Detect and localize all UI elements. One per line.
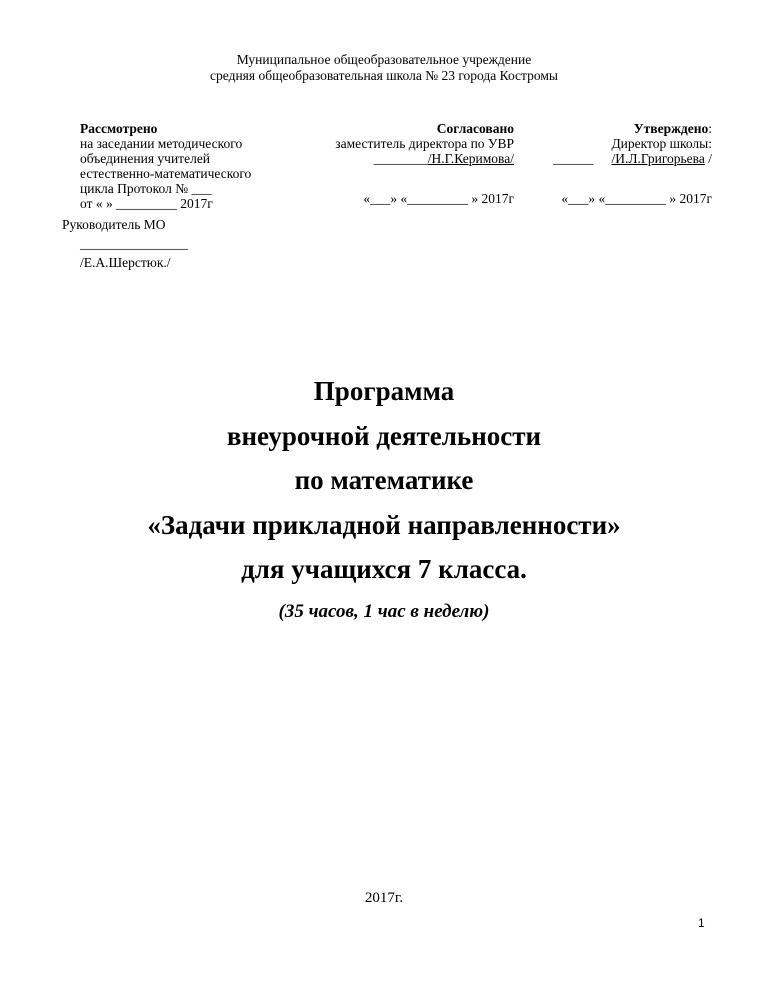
program-title: Программа bbox=[313, 376, 455, 406]
document-year: 2017г. bbox=[364, 890, 404, 906]
program-subject: по математике bbox=[294, 465, 474, 495]
agreed-signature-blank: ________ bbox=[373, 151, 428, 166]
program-hours: (35 часов, 1 час в неделю) bbox=[278, 601, 490, 622]
mo-head-label: Руководитель МО bbox=[62, 217, 166, 232]
reviewed-line-5: от « » _________ 2017г bbox=[80, 196, 213, 211]
approved-title-colon: : bbox=[708, 121, 712, 136]
approved-signature-blank: ______ bbox=[552, 151, 594, 166]
agreed-block bbox=[335, 121, 514, 166]
approved-signature bbox=[553, 151, 712, 166]
program-kind: внеурочной деятельности bbox=[226, 421, 542, 451]
school-type-line: Муниципальное общеобразовательное учреждение bbox=[236, 52, 532, 67]
reviewed-title: Рассмотрено bbox=[80, 121, 158, 136]
agreed-signature-name: /Н.Г.Керимова/ bbox=[427, 151, 514, 166]
approved-block bbox=[553, 121, 712, 166]
approved-date: «___» «_________ » 2017г bbox=[561, 191, 712, 206]
approved-title: Утверждено bbox=[633, 121, 709, 136]
approved-signature-tail: / bbox=[704, 151, 712, 166]
approved-title-line bbox=[553, 121, 712, 136]
program-audience: для учащихся 7 класса. bbox=[241, 554, 527, 584]
mo-head-name: /Е.А.Шерстюк./ bbox=[80, 255, 171, 270]
school-name-line: средняя общеобразовательная школа № 23 города Костромы bbox=[210, 68, 558, 83]
agreed-position: заместитель директора по УВР bbox=[335, 136, 514, 151]
reviewed-block bbox=[80, 121, 251, 211]
reviewed-line-4: цикла Протокол № ___ bbox=[80, 181, 212, 196]
program-name: «Задачи прикладной направленности» bbox=[147, 510, 621, 540]
agreed-date: «___» «_________ » 2017г bbox=[363, 191, 514, 206]
mo-head-signature-line: ________________ bbox=[80, 236, 188, 251]
agreed-title: Согласовано bbox=[436, 121, 514, 136]
agreed-signature bbox=[335, 151, 514, 166]
reviewed-line-1: на заседании методического bbox=[80, 136, 243, 151]
reviewed-line-2: объединения учителей bbox=[80, 151, 211, 166]
approved-position: Директор школы: bbox=[611, 136, 712, 151]
page-number: 1 bbox=[698, 916, 705, 930]
reviewed-line-3: естественно-математического bbox=[80, 166, 252, 181]
approved-signature-name: /И.Л.Григорьева bbox=[611, 151, 705, 166]
